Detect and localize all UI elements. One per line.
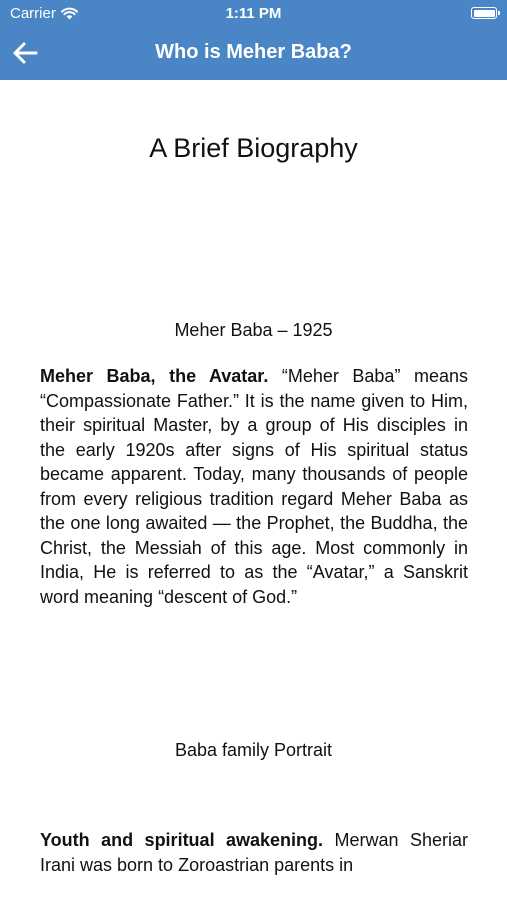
paragraph-lead: Youth and spiritual awakening.	[40, 830, 324, 850]
navigation-bar	[0, 30, 507, 76]
image-caption: Meher Baba – 1925	[174, 320, 333, 340]
app-header	[0, 0, 507, 80]
paragraph-body: “Meher Baba” means “Compassionate Father.” It is the name given to Him, their spiritual Master, by a group of His disciples in the early 1920s after signs of His spiritual status became apparent. Today, many thousands of people from every religious tradition regard Meher Baba as the one long awaited — the Prophet, the Buddha, the Christ, the Messiah of this age. Most commonly in India, He is referred to as the “Avatar,” a Sanskrit word meaning “descent of God.”	[40, 366, 468, 607]
bio-paragraph	[40, 364, 468, 609]
paragraph-lead: Meher Baba, the Avatar.	[40, 366, 269, 386]
arrow-left-icon	[12, 42, 38, 64]
battery-icon	[471, 7, 497, 19]
status-bar	[0, 0, 507, 28]
bio-paragraph	[40, 828, 468, 877]
nav-title: Who is Meher Baba?	[155, 41, 352, 63]
image-caption: Baba family Portrait	[174, 740, 333, 760]
battery-level	[474, 10, 495, 17]
status-time: 1:11 PM	[225, 5, 282, 22]
page-title: A Brief Biography	[149, 133, 358, 163]
carrier-label: Carrier	[10, 5, 56, 22]
paragraph-body: Merwan Sheriar Irani was born to Zoroastrian parents in	[40, 830, 469, 875]
back-button[interactable]	[8, 36, 42, 70]
